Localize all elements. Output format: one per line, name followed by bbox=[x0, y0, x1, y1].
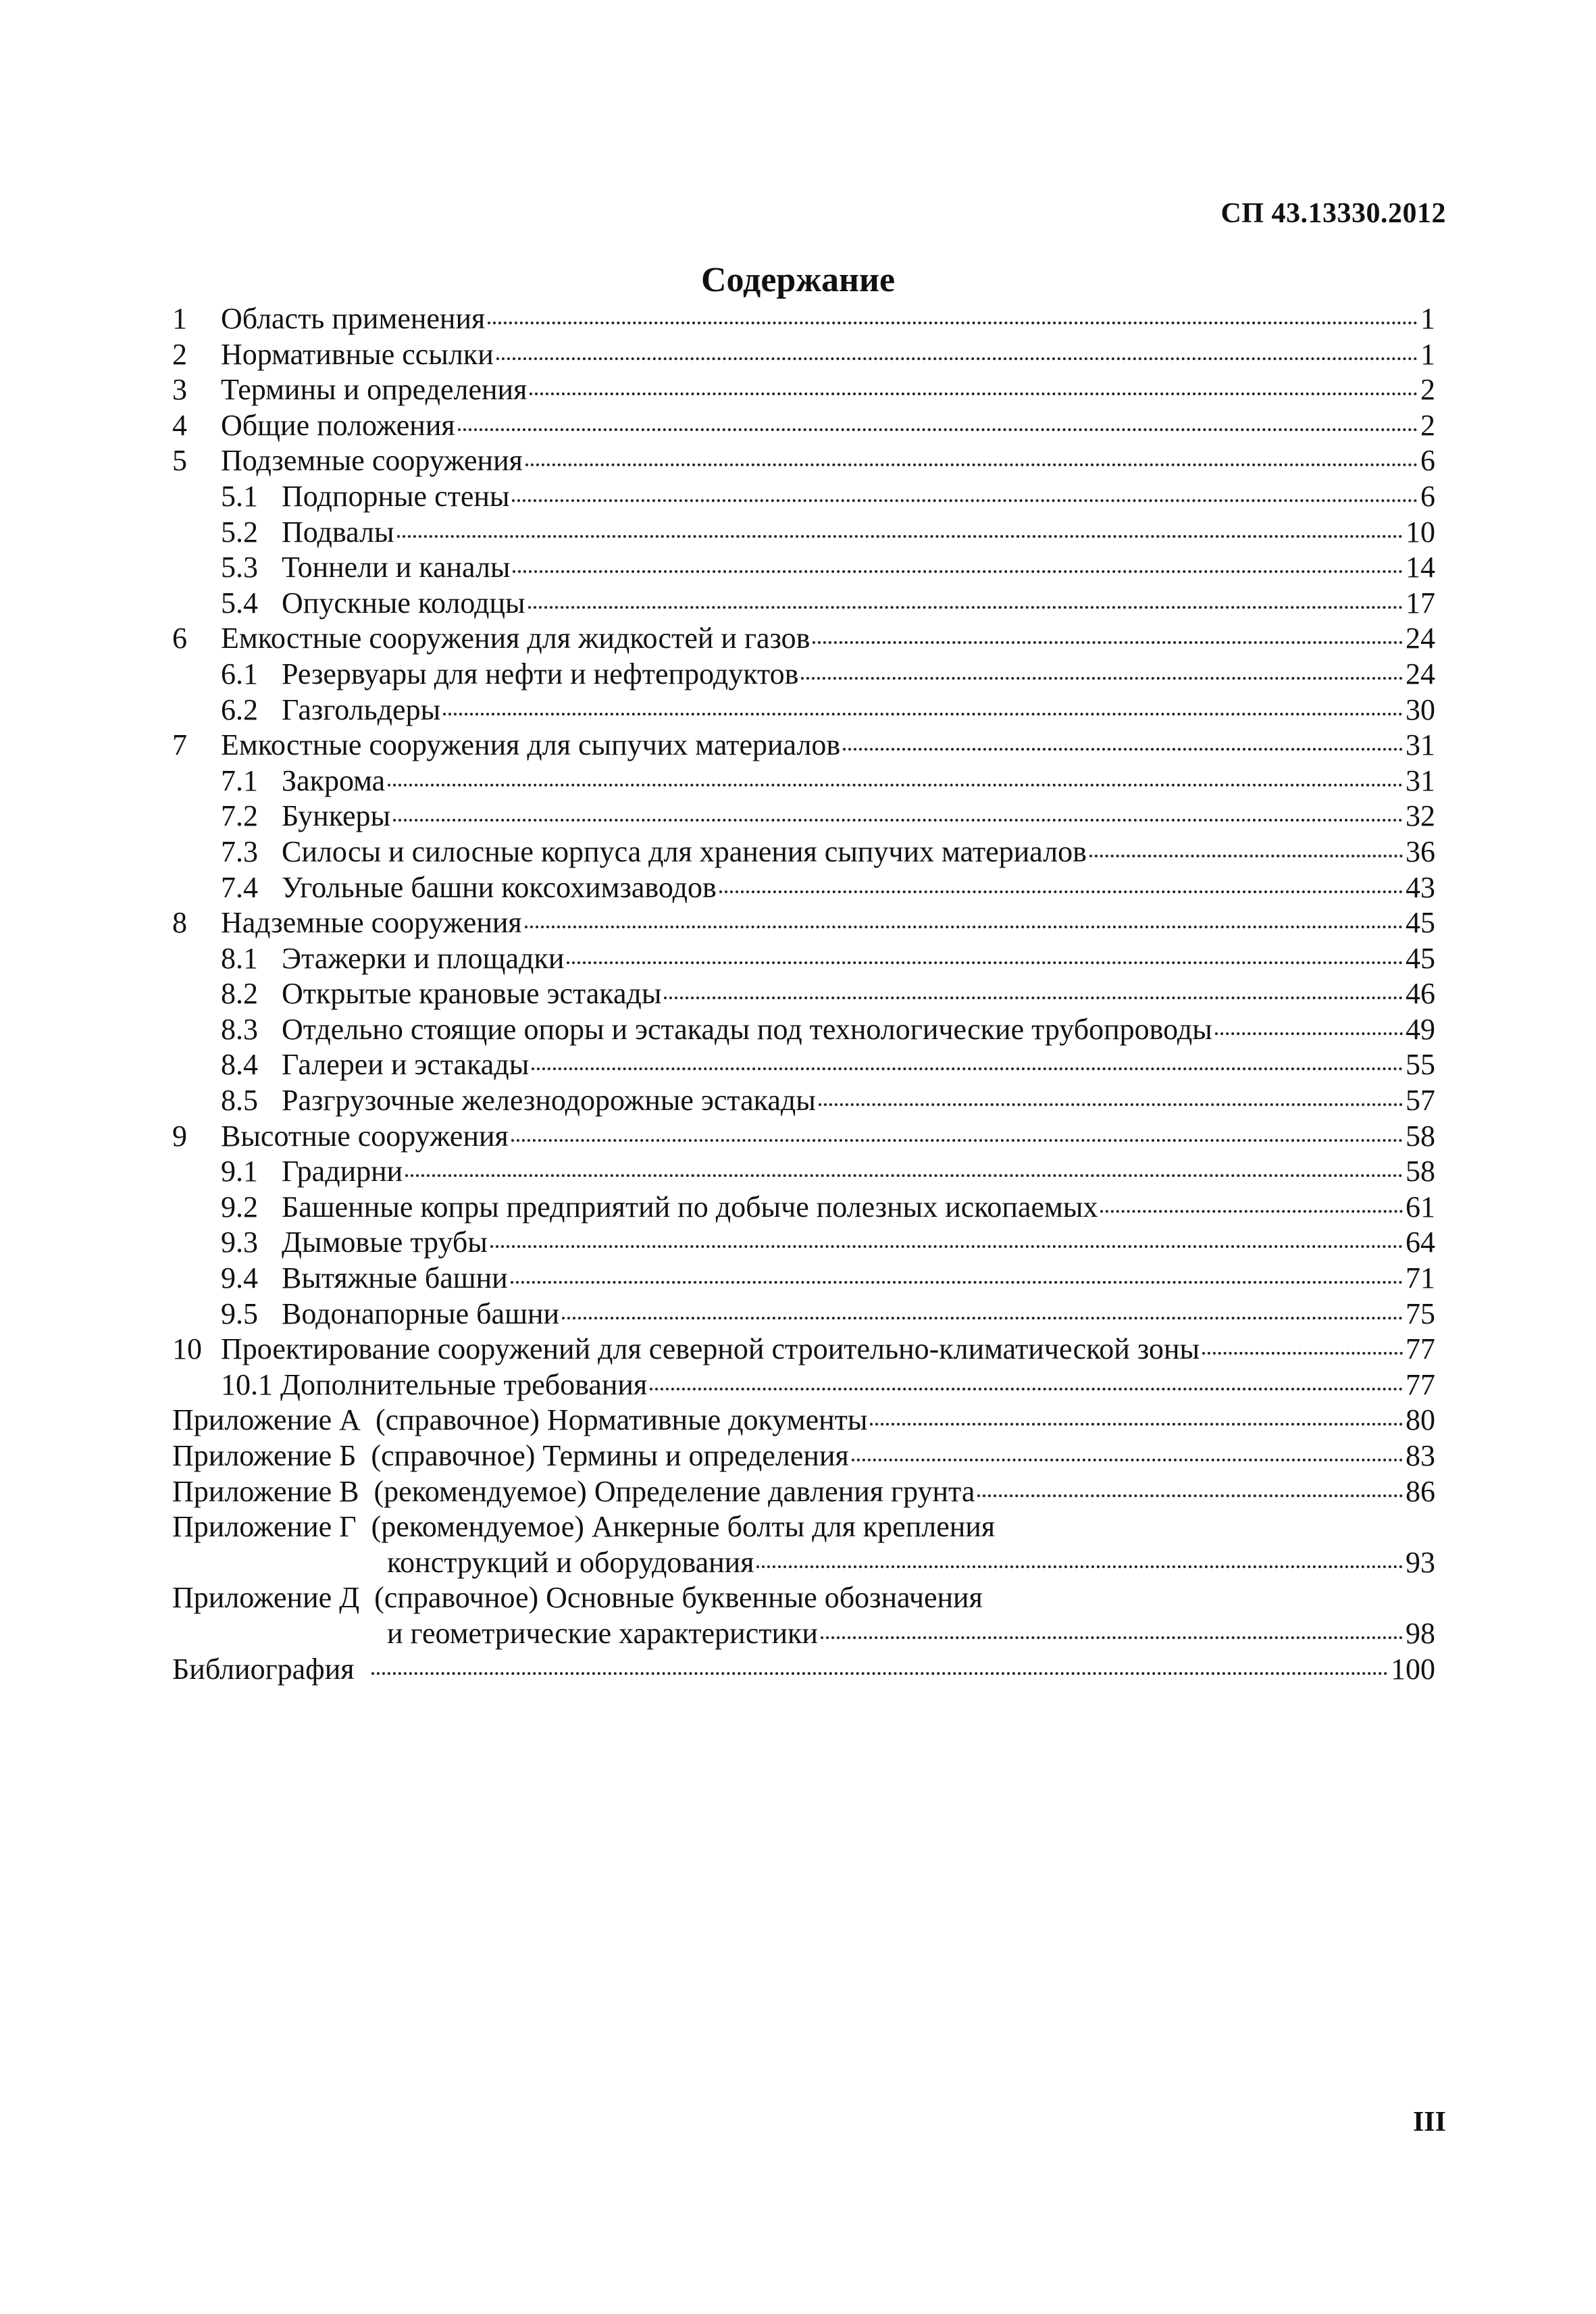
toc-leader bbox=[496, 357, 1418, 360]
toc-label: Емкостные сооружения для сыпучих материалов bbox=[221, 728, 841, 762]
toc-number: 8.5 bbox=[221, 1084, 258, 1117]
toc-label: Угольные башни коксохимзаводов bbox=[282, 870, 717, 904]
toc-number: 9.4 bbox=[221, 1261, 258, 1295]
toc-leader bbox=[801, 677, 1403, 680]
toc-row[interactable] bbox=[172, 408, 1435, 444]
toc-row[interactable] bbox=[172, 1012, 1435, 1048]
toc-row[interactable] bbox=[172, 763, 1435, 799]
toc-row[interactable] bbox=[172, 834, 1435, 870]
toc-number: 9.2 bbox=[221, 1190, 258, 1224]
toc-page-number: 2 bbox=[1420, 408, 1435, 442]
toc-page-number: 64 bbox=[1406, 1226, 1435, 1259]
toc-number: 5.4 bbox=[221, 586, 258, 620]
toc-page-number: 30 bbox=[1406, 693, 1435, 726]
toc-number: 1 bbox=[172, 302, 187, 335]
toc-number: 8.2 bbox=[221, 977, 258, 1011]
toc-page-number: 46 bbox=[1406, 977, 1435, 1011]
toc-page-number: 75 bbox=[1406, 1297, 1435, 1330]
toc-row[interactable] bbox=[172, 443, 1435, 479]
toc-label: Разгрузочные железнодорожные эстакады bbox=[282, 1084, 816, 1117]
toc-label: (рекомендуемое) Анкерные болты для крепления bbox=[371, 1510, 996, 1544]
toc-row[interactable] bbox=[172, 1083, 1435, 1119]
toc-label: конструкций и оборудования bbox=[387, 1545, 754, 1579]
toc-label: (справочное) Основные буквенные обозначения bbox=[374, 1581, 983, 1615]
toc-label: Опускные колодцы bbox=[282, 586, 525, 620]
toc-number: 5.3 bbox=[221, 551, 258, 584]
toc-page-number: 10 bbox=[1406, 515, 1435, 549]
toc-page-number: 14 bbox=[1406, 551, 1435, 584]
toc-number: 5.2 bbox=[221, 515, 258, 549]
toc-title: Содержание bbox=[700, 261, 896, 299]
toc-label: Тоннели и каналы bbox=[282, 551, 511, 584]
document-code: СП 43.13330.2012 bbox=[1220, 198, 1446, 229]
toc-row[interactable] bbox=[172, 1403, 1435, 1438]
toc-leader bbox=[1089, 855, 1403, 857]
toc-row[interactable] bbox=[172, 586, 1435, 622]
toc-leader bbox=[819, 1103, 1403, 1106]
toc-number: Приложение Б bbox=[172, 1439, 357, 1472]
toc-row[interactable] bbox=[172, 1190, 1435, 1226]
toc-number: 7.1 bbox=[221, 763, 258, 797]
toc-leader bbox=[821, 1636, 1403, 1639]
toc-number: Приложение Г bbox=[172, 1510, 357, 1544]
toc-leader bbox=[525, 463, 1418, 466]
toc-page-number: 57 bbox=[1406, 1084, 1435, 1117]
toc-row[interactable] bbox=[172, 693, 1435, 728]
toc-row[interactable] bbox=[172, 1509, 1435, 1545]
toc-row[interactable] bbox=[172, 728, 1435, 763]
toc-label: Бункеры bbox=[282, 799, 391, 833]
toc-leader bbox=[1100, 1210, 1403, 1213]
toc-page-number: 77 bbox=[1406, 1332, 1435, 1366]
toc-page-number: 98 bbox=[1406, 1616, 1435, 1650]
toc-label: Надземные сооружения bbox=[221, 906, 522, 940]
toc-label: Этажерки и площадки bbox=[282, 941, 565, 975]
toc-leader bbox=[977, 1494, 1403, 1497]
toc-label: Подземные сооружения bbox=[221, 444, 523, 478]
toc-page-number: 55 bbox=[1406, 1048, 1435, 1082]
toc-row[interactable] bbox=[172, 301, 1435, 337]
toc-page-number: 80 bbox=[1406, 1403, 1435, 1437]
toc-leader bbox=[530, 393, 1418, 395]
toc-page-number: 71 bbox=[1406, 1261, 1435, 1295]
toc-row[interactable] bbox=[172, 905, 1435, 941]
toc-row[interactable] bbox=[172, 1367, 1435, 1403]
toc-page-number: 1 bbox=[1420, 337, 1435, 371]
toc-number: 6 bbox=[172, 622, 187, 655]
toc-number: 8.4 bbox=[221, 1048, 258, 1082]
toc-leader bbox=[488, 322, 1418, 324]
toc-leader bbox=[405, 1174, 1403, 1177]
table-of-contents bbox=[172, 301, 1435, 1687]
toc-label: Силосы и силосные корпуса для хранения сыпучих материалов bbox=[282, 834, 1087, 868]
toc-page-number: 1 bbox=[1420, 302, 1435, 335]
toc-number: 8.1 bbox=[221, 941, 258, 975]
toc-row[interactable] bbox=[172, 1261, 1435, 1297]
toc-row[interactable] bbox=[172, 1580, 1435, 1616]
toc-leader bbox=[843, 748, 1403, 751]
toc-leader bbox=[756, 1565, 1403, 1568]
toc-leader bbox=[525, 926, 1403, 928]
toc-page-number: 86 bbox=[1406, 1474, 1435, 1508]
toc-row[interactable] bbox=[172, 1438, 1435, 1474]
toc-leader bbox=[852, 1459, 1403, 1461]
toc-label: Резервуары для нефти и нефтепродуктов bbox=[282, 657, 799, 690]
toc-page-number: 83 bbox=[1406, 1439, 1435, 1472]
toc-number: Библиография bbox=[172, 1652, 355, 1686]
toc-label: Проектирование сооружений для северной строительно-климатической зоны bbox=[221, 1332, 1200, 1366]
toc-number: Приложение В bbox=[172, 1474, 359, 1508]
toc-leader bbox=[528, 606, 1403, 609]
toc-label: (справочное) Нормативные документы bbox=[375, 1403, 868, 1437]
toc-label: Емкостные сооружения для жидкостей и газов bbox=[221, 622, 810, 655]
toc-label: и геометрические характеристики bbox=[387, 1616, 818, 1650]
toc-row[interactable] bbox=[172, 799, 1435, 834]
toc-leader bbox=[371, 1672, 1388, 1675]
toc-number: 7 bbox=[172, 728, 187, 762]
toc-number: 7.3 bbox=[221, 834, 258, 868]
toc-row[interactable] bbox=[172, 621, 1435, 657]
toc-page-number: 45 bbox=[1406, 906, 1435, 940]
toc-label: 10.1 Дополнительные требования bbox=[221, 1367, 648, 1401]
toc-label: Водонапорные башни bbox=[282, 1297, 560, 1330]
toc-row[interactable] bbox=[172, 515, 1435, 551]
toc-label: Высотные сооружения bbox=[221, 1119, 509, 1153]
toc-row[interactable] bbox=[172, 1474, 1435, 1510]
toc-page-number: 77 bbox=[1406, 1367, 1435, 1401]
toc-label: Закрома bbox=[282, 763, 386, 797]
toc-leader bbox=[511, 1281, 1403, 1284]
toc-page-number: 24 bbox=[1406, 622, 1435, 655]
toc-label: Открытые крановые эстакады bbox=[282, 977, 662, 1011]
toc-label: Подпорные стены bbox=[282, 479, 510, 513]
toc-number: 3 bbox=[172, 373, 187, 407]
toc-page-number: 43 bbox=[1406, 870, 1435, 904]
toc-label: Градирни bbox=[282, 1155, 403, 1188]
toc-leader bbox=[1215, 1032, 1403, 1035]
toc-number: 7.2 bbox=[221, 799, 258, 833]
toc-number: 9.3 bbox=[221, 1226, 258, 1259]
toc-label: Вытяжные башни bbox=[282, 1261, 508, 1295]
toc-label: Область применения bbox=[221, 302, 486, 335]
toc-number: 8.3 bbox=[221, 1012, 258, 1046]
toc-label: Нормативные ссылки bbox=[221, 337, 494, 371]
toc-leader bbox=[511, 1139, 1403, 1142]
toc-leader bbox=[532, 1067, 1403, 1070]
toc-number: Приложение Д bbox=[172, 1581, 360, 1615]
toc-page-number: 58 bbox=[1406, 1119, 1435, 1153]
toc-leader bbox=[719, 890, 1403, 893]
toc-label: Дымовые трубы bbox=[282, 1226, 488, 1259]
toc-number: 5.1 bbox=[221, 479, 258, 513]
toc-label: Газгольдеры bbox=[282, 693, 441, 726]
toc-row[interactable] bbox=[172, 1332, 1435, 1367]
toc-row[interactable] bbox=[172, 976, 1435, 1012]
toc-leader bbox=[567, 961, 1403, 964]
toc-label: Термины и определения bbox=[221, 373, 527, 407]
toc-row[interactable] bbox=[172, 1545, 1435, 1581]
toc-number: 6.1 bbox=[221, 657, 258, 690]
toc-page-number: 49 bbox=[1406, 1012, 1435, 1046]
toc-number: 9.1 bbox=[221, 1155, 258, 1188]
toc-row[interactable] bbox=[172, 372, 1435, 408]
toc-label: Подвалы bbox=[282, 515, 394, 549]
toc-leader bbox=[664, 997, 1403, 999]
toc-number: 4 bbox=[172, 408, 187, 442]
toc-number: 8 bbox=[172, 906, 187, 940]
toc-page-number: 100 bbox=[1391, 1652, 1435, 1686]
toc-leader bbox=[393, 819, 1403, 822]
toc-leader bbox=[388, 784, 1403, 786]
toc-number: 9.5 bbox=[221, 1297, 258, 1330]
toc-number: 6.2 bbox=[221, 693, 258, 726]
toc-row[interactable] bbox=[172, 479, 1435, 515]
toc-number: 2 bbox=[172, 337, 187, 371]
toc-number: 10 bbox=[172, 1332, 202, 1366]
toc-page-number: 6 bbox=[1420, 444, 1435, 478]
toc-label: Общие положения bbox=[221, 408, 455, 442]
toc-leader bbox=[512, 499, 1418, 502]
toc-leader bbox=[562, 1317, 1403, 1319]
toc-label: (рекомендуемое) Определение давления грунта bbox=[374, 1474, 975, 1508]
toc-page-number: 31 bbox=[1406, 763, 1435, 797]
toc-row[interactable] bbox=[172, 1616, 1435, 1652]
toc-leader bbox=[650, 1388, 1403, 1390]
toc-page-number: 36 bbox=[1406, 834, 1435, 868]
toc-label: (справочное) Термины и определения bbox=[371, 1439, 849, 1472]
toc-page-number: 6 bbox=[1420, 479, 1435, 513]
toc-label: Башенные копры предприятий по добыче полезных ископаемых bbox=[282, 1190, 1098, 1224]
toc-number: 9 bbox=[172, 1119, 187, 1153]
toc-row[interactable] bbox=[172, 1119, 1435, 1155]
toc-leader bbox=[490, 1245, 1403, 1248]
toc-row[interactable] bbox=[172, 1652, 1435, 1688]
toc-page-number: 45 bbox=[1406, 941, 1435, 975]
toc-label: Отдельно стоящие опоры и эстакады под технологические трубопроводы bbox=[282, 1012, 1212, 1046]
toc-number: 5 bbox=[172, 444, 187, 478]
toc-number: 7.4 bbox=[221, 870, 258, 904]
toc-leader bbox=[458, 428, 1418, 431]
toc-leader bbox=[813, 641, 1403, 644]
toc-row[interactable] bbox=[172, 1225, 1435, 1261]
toc-leader bbox=[443, 713, 1403, 715]
toc-page-number: 2 bbox=[1420, 373, 1435, 407]
toc-page-number: 61 bbox=[1406, 1190, 1435, 1224]
toc-leader bbox=[1202, 1352, 1403, 1355]
toc-page-number: 24 bbox=[1406, 657, 1435, 690]
toc-leader bbox=[870, 1423, 1403, 1426]
toc-row[interactable] bbox=[172, 550, 1435, 586]
toc-row[interactable] bbox=[172, 337, 1435, 373]
page-number: III bbox=[1412, 2107, 1446, 2138]
toc-leader bbox=[513, 570, 1403, 573]
toc-label: Галереи и эстакады bbox=[282, 1048, 530, 1082]
toc-page-number: 17 bbox=[1406, 586, 1435, 620]
toc-page-number: 32 bbox=[1406, 799, 1435, 833]
toc-row[interactable] bbox=[172, 1047, 1435, 1083]
toc-row[interactable] bbox=[172, 1154, 1435, 1190]
toc-leader bbox=[397, 535, 1403, 538]
toc-page-number: 93 bbox=[1406, 1545, 1435, 1579]
toc-row[interactable] bbox=[172, 870, 1435, 906]
toc-page-number: 31 bbox=[1406, 728, 1435, 762]
toc-number: Приложение А bbox=[172, 1403, 361, 1437]
toc-row[interactable] bbox=[172, 941, 1435, 977]
toc-row[interactable] bbox=[172, 1297, 1435, 1332]
toc-row[interactable] bbox=[172, 657, 1435, 693]
toc-page-number: 58 bbox=[1406, 1155, 1435, 1188]
